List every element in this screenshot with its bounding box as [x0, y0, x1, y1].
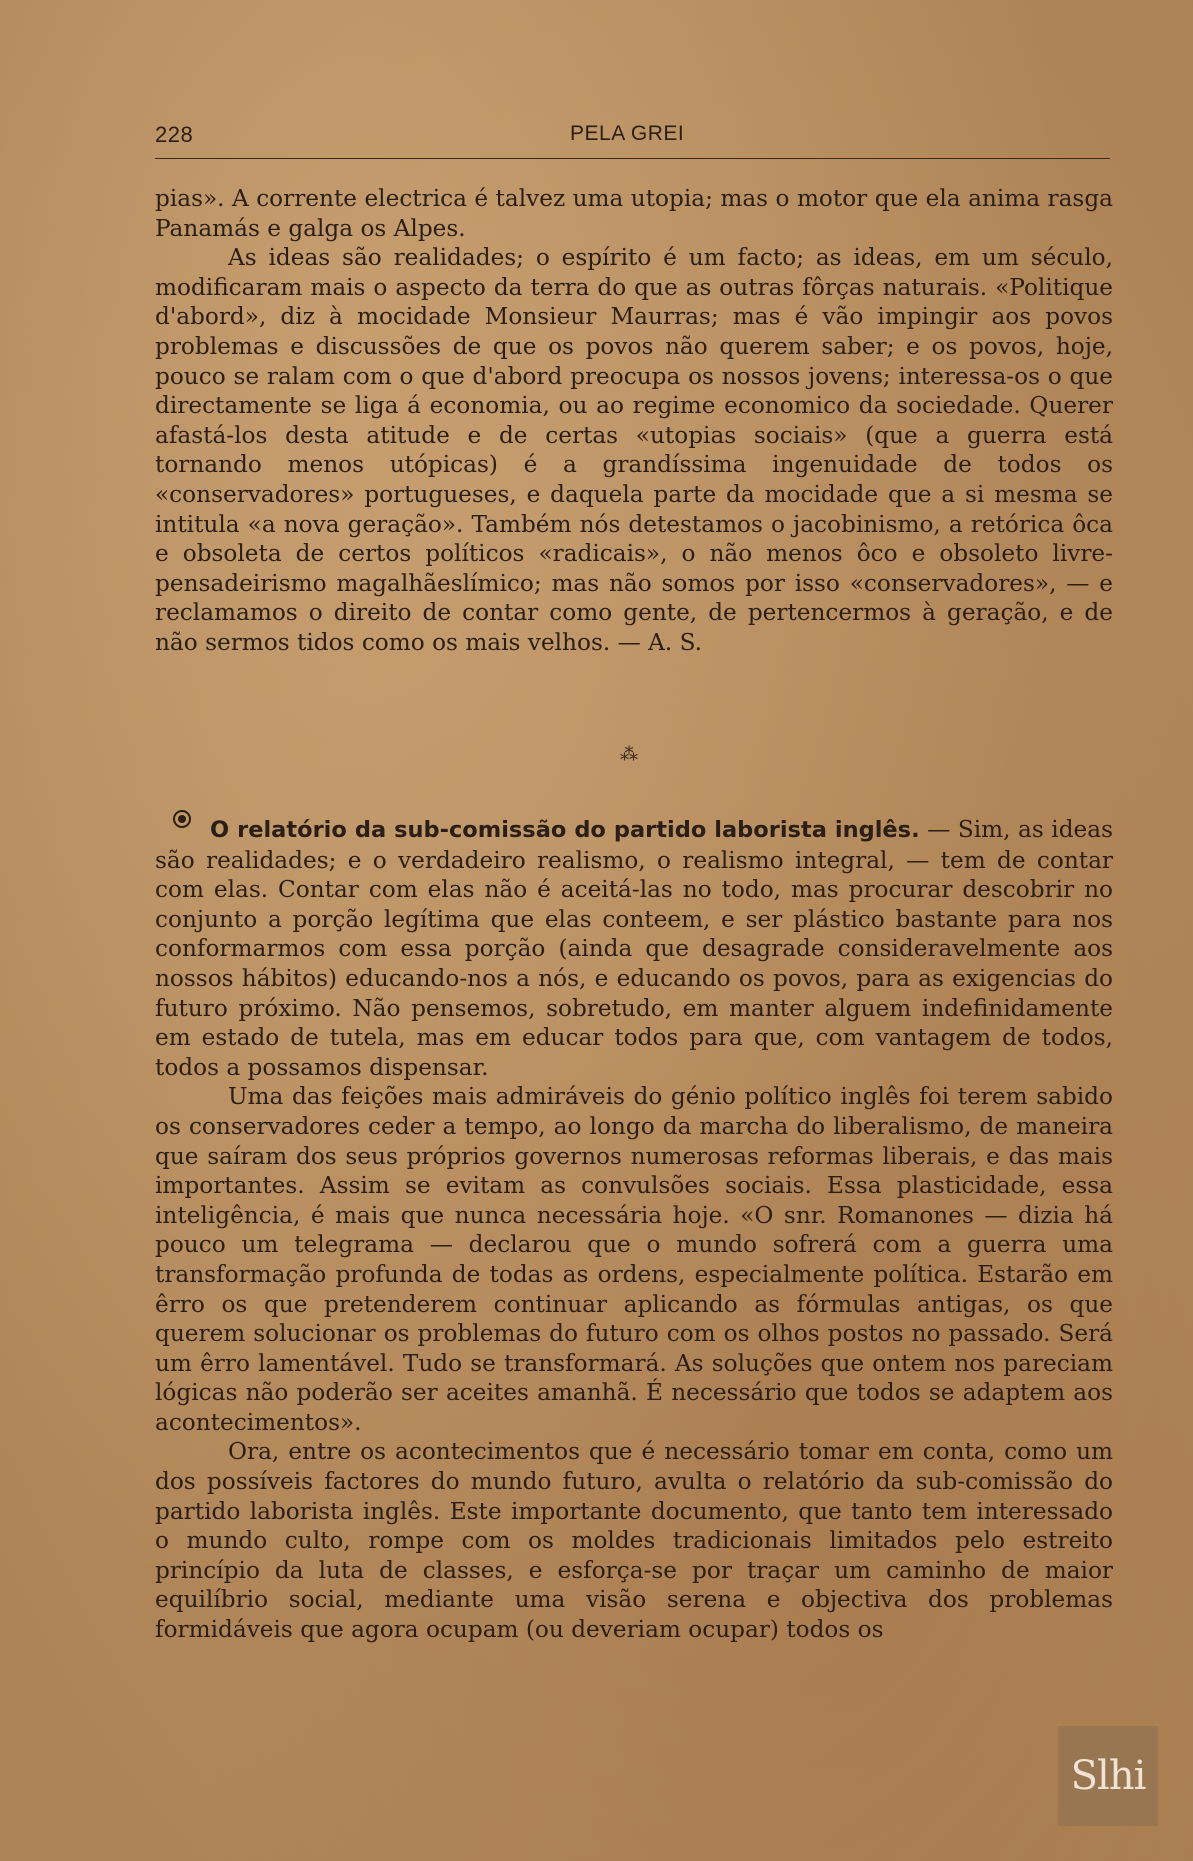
paragraph-ideas: As ideas são realidades; o espírito é um facto; as ideas, em um século, modificaram mais o aspecto da terra do que as outras fôrças naturais. «Politique d'abord», diz à mocidade Monsieur Maurras; mas é vão impingir aos povos problemas e discussões de que os povos não querem saber; e os povos, hoje, pouco se ralam com o que d'abord preocupa os nossos jovens; interessa-os o que directamente se liga á economia, ou ao regime economico da sociedade. Querer afastá-los desta atitude e de certas «utopias sociais» (que a guerra está tornando menos utópicas) é a grandíssima ingenuidade de todos os «conservadores» portugueses, e daquela parte da mocidade que a si mesma se intitula «a nova geração». Também nós detestamos o jacobinismo, a retórica ôca e obsoleta de certos políticos «radicais», o não menos ôco e obsoleto livre-pensadeirismo magalhãeslímico; mas não somos por isso «conservadores», — e reclamamos o direito de contar como gente, de pertencermos à geração, e de não sermos tidos como os mais velhos. — A. S.: [155, 244, 1113, 656]
asterism-separator: ⁂: [620, 744, 638, 765]
page-number: 228: [155, 122, 194, 147]
library-stamp-logo: Slhi: [1058, 1726, 1158, 1826]
page-header: [155, 118, 1110, 159]
section-heading: O relatório da sub-comissão do partido laborista inglês.: [210, 817, 920, 843]
running-title: PELA GREI: [570, 122, 685, 145]
paragraph-continued: pias». A corrente electrica é talvez uma utopia; mas o motor que ela anima rasga Panamás e galga os Alpes.: [155, 185, 1113, 242]
paragraph-genio-ingles: Uma das feições mais admiráveis do génio político inglês foi terem sabido os conservadores ceder a tempo, ao longo da marcha do liberalismo, de maneira que saíram dos seus próprios governos numerosas reformas liberais, e das mais importantes. Assim se evitam as convulsões sociais. Essa plasticidade, essa inteligência, é mais que nunca necessária hoje. «O snr. Romanones — dizia há pouco um telegrama — declarou que o mundo sofrerá com a guerra uma transformação profunda de todas as ordens, especialmente política. Estarão em êrro os que pretenderem continuar aplicando as fórmulas antigas, os que querem solucionar os problemas do futuro com os olhos postos no passado. Será um êrro lamentável. Tudo se transformará. As soluções que ontem nos pareciam lógicas não poderão ser aceites amanhã. É necessário que todos se adaptem aos acontecimentos».: [155, 1083, 1113, 1436]
text-block-section: [155, 815, 1113, 1645]
text-block-continued: [155, 184, 1113, 658]
paragraph-relatorio: Ora, entre os acontecimentos que é necessário tomar em conta, como um dos possíveis factores do mundo futuro, avulta o relatório da sub-comissão do partido laborista inglês. Este importante documento, que tanto tem interessado o mundo culto, rompe com os moldes tradicionais limitados pelo estreito princípio da luta de classes, e esforça-se por traçar um caminho de maior equilíbrio social, mediante uma visão serena e objectiva dos problemas formidáveis que agora ocupam (ou deveriam ocupar) todos os: [155, 1438, 1113, 1644]
section-first-paragraph: [155, 815, 1113, 1082]
section-intro-text: — Sim, as ideas são realidades; e o verdadeiro realismo, o realismo integral, — tem de contar com elas. Contar com elas não é aceitá-las no todo, mas procurar descobrir no conjunto a porção legítima que elas conteem, e ser plástico bastante para nos conformarmos com essa porção (ainda que desagrade consideravelmente aos nossos hábitos) educando-nos a nós, e educando os povos, para as exigencias do futuro próximo. Não pensemos, sobretudo, em manter alguem indefinidamente em estado de tutela, mas em educar todos para que, com vantagem de todos, todos a possamos dispensar.: [155, 816, 1113, 1081]
